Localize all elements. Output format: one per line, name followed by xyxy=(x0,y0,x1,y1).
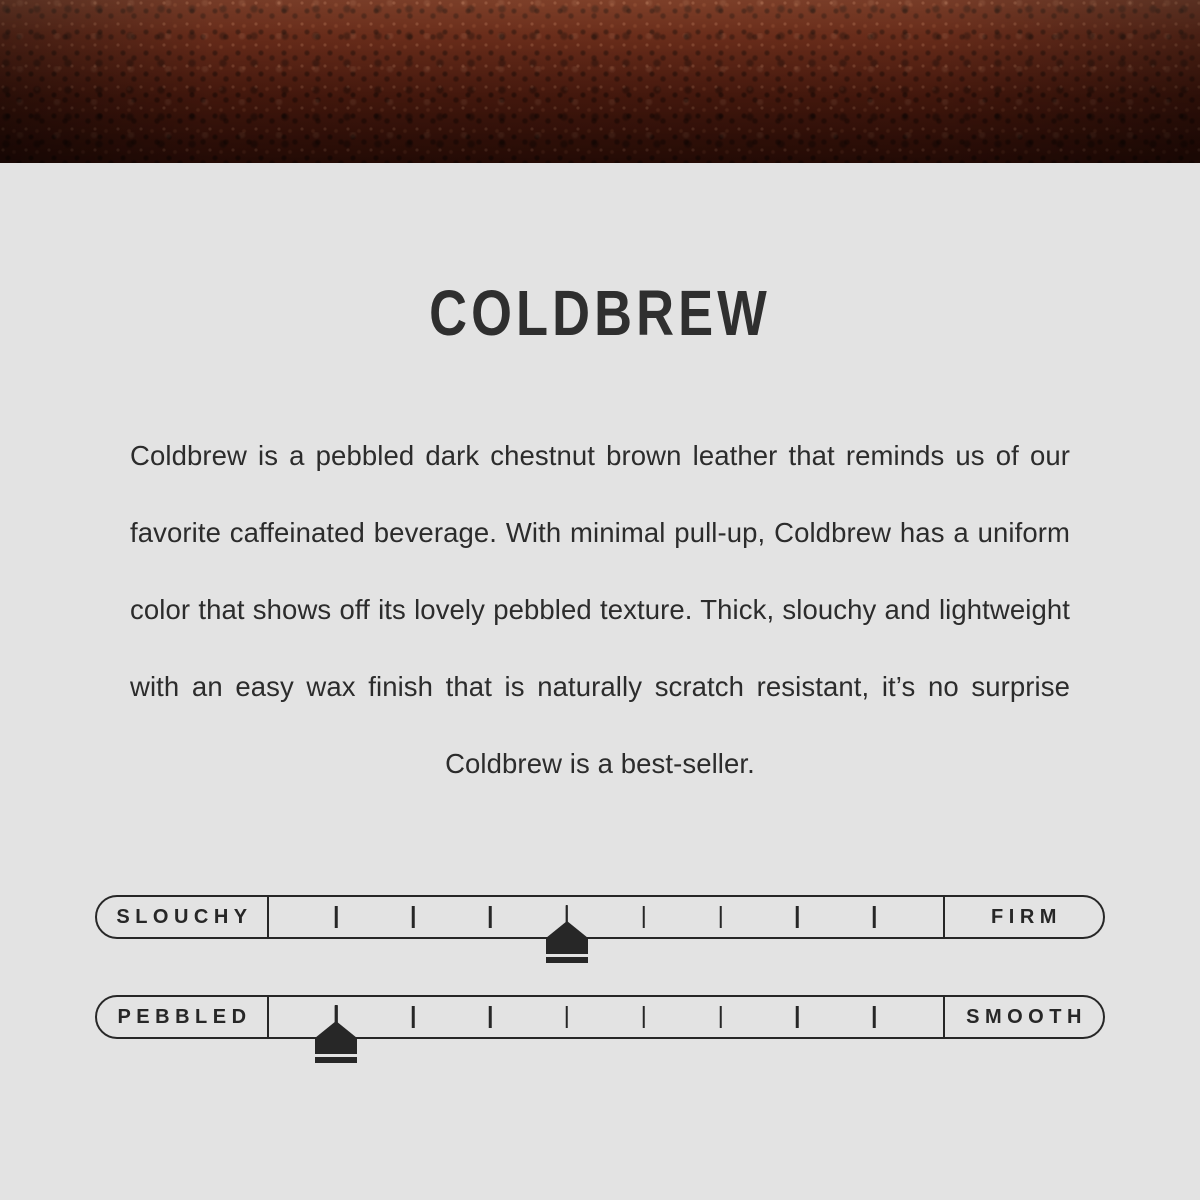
scale-texture-bar[interactable] xyxy=(95,995,1105,1039)
scale-texture-left-label: PEBBLED xyxy=(97,997,269,1037)
scale-tick xyxy=(719,906,722,928)
scale-texture-track[interactable] xyxy=(269,997,943,1037)
scale-tick xyxy=(566,1006,569,1028)
scale-tick xyxy=(796,1006,799,1028)
scale-tick xyxy=(642,906,645,928)
marker-body-icon xyxy=(546,938,588,954)
scale-tick xyxy=(566,906,569,928)
page-title: COLDBREW xyxy=(429,277,771,349)
coldbrew-leather-swatch-image xyxy=(0,0,1200,163)
scale-firmness-left-label: SLOUCHY xyxy=(97,897,269,937)
scale-tick xyxy=(489,906,492,928)
scale-tick xyxy=(335,906,338,928)
scale-firmness-track[interactable] xyxy=(269,897,943,937)
scale-tick xyxy=(642,1006,645,1028)
scale-tick xyxy=(719,1006,722,1028)
scale-tick xyxy=(873,906,876,928)
scale-texture-right-label: SMOOTH xyxy=(943,997,1103,1037)
scale-firmness xyxy=(95,895,1105,995)
scale-tick xyxy=(796,906,799,928)
scale-firmness-bar[interactable] xyxy=(95,895,1105,939)
scale-firmness-right-label: FIRM xyxy=(943,897,1103,937)
marker-body-icon xyxy=(315,1038,357,1054)
leather-sheen-overlay xyxy=(0,0,1200,163)
description-text: Coldbrew is a pebbled dark chestnut brown leather that reminds us of our favorite caffeinated beverage. With minimal pull-up, Coldbrew has a uniform color that shows off its lovely pebbled texture. Thick, slouchy and lightweight with an easy wax finish that is naturally scratch resistant, it’s no surprise Coldbrew is a best-seller. xyxy=(130,440,1070,779)
marker-foot-icon xyxy=(546,957,588,963)
marker-foot-icon xyxy=(315,1057,357,1063)
scale-tick xyxy=(489,1006,492,1028)
scale-tick xyxy=(873,1006,876,1028)
scale-tick xyxy=(335,1006,338,1028)
attribute-scales xyxy=(0,895,1200,1095)
scale-tick xyxy=(412,1006,415,1028)
scale-texture xyxy=(95,995,1105,1095)
scale-tick xyxy=(412,906,415,928)
